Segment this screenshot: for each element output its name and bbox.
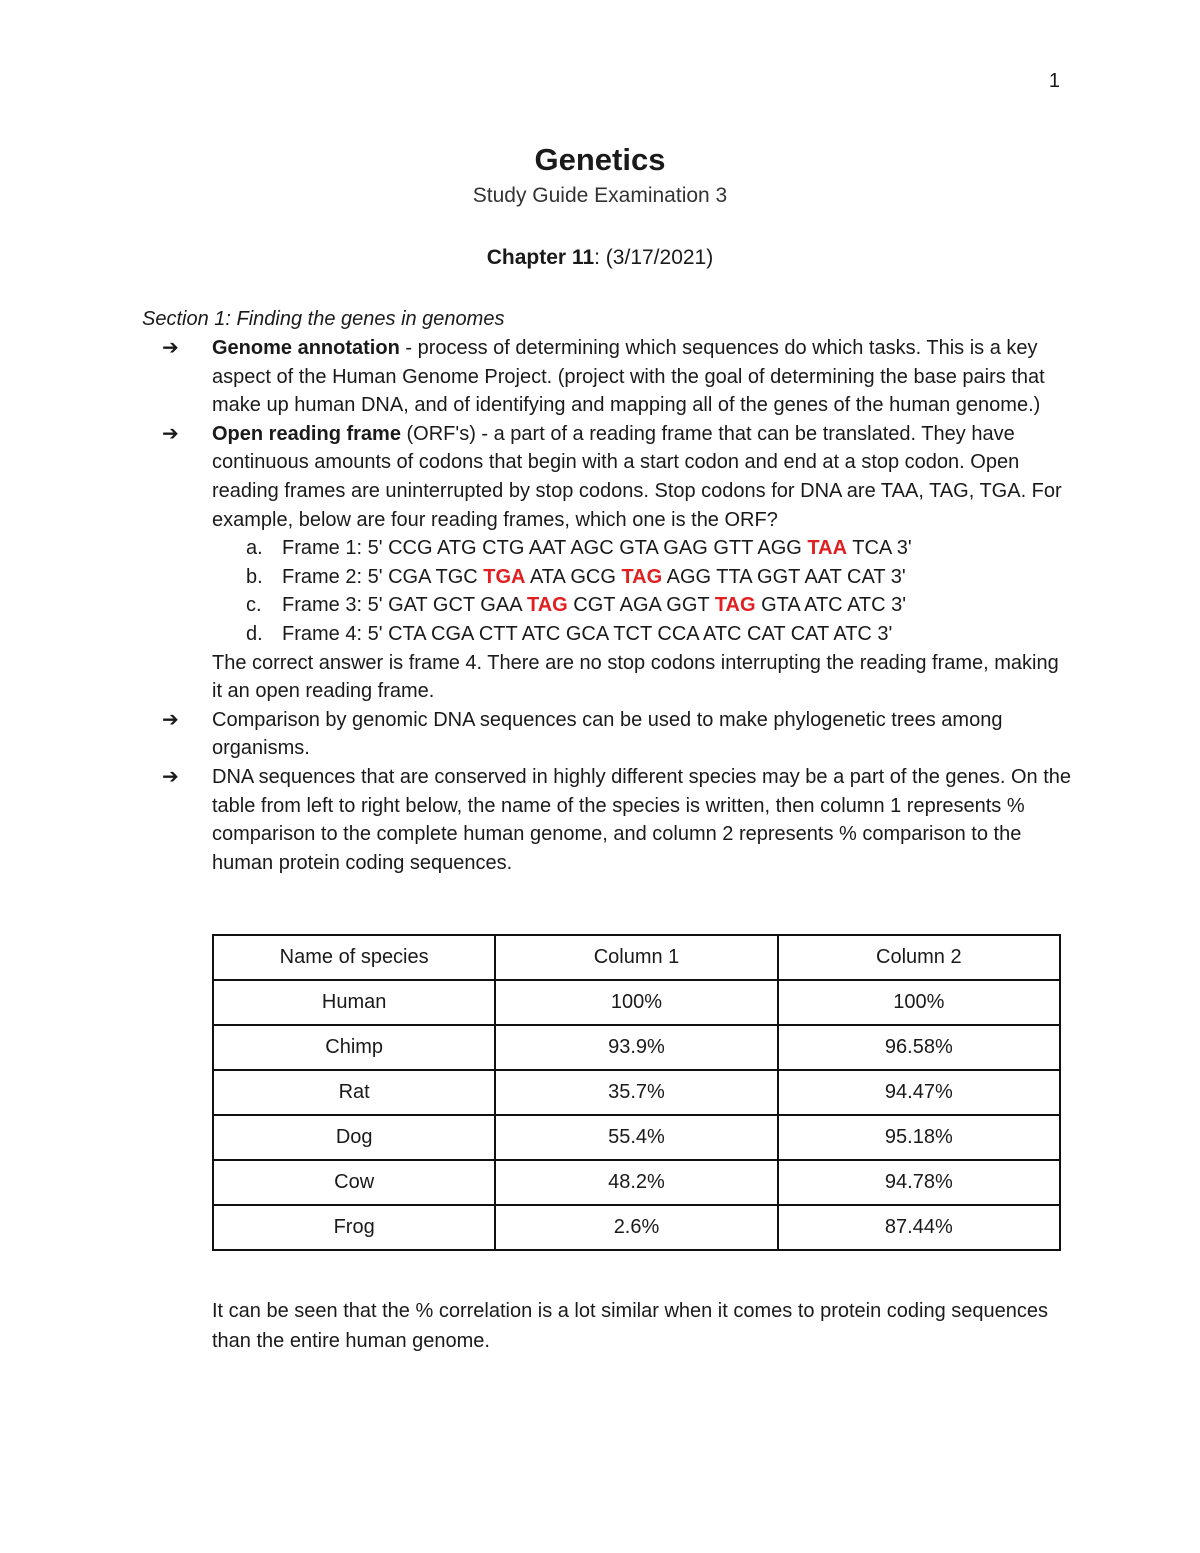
table-cell: 35.7% [495,1070,777,1115]
table-row [213,1205,1060,1250]
section-heading: Section 1: Finding the genes in genomes [142,308,505,330]
stop-codon: TAG [714,594,756,617]
table-header-cell: Name of species [213,935,495,980]
table-cell: Dog [213,1115,495,1160]
bullet-genome-annotation [142,334,1072,420]
reading-frames-list [142,534,1072,648]
bullet-phylogenetic [142,706,1072,763]
reading-frame-item [142,620,1072,649]
document-subtitle: Study Guide Examination 3 [472,184,728,207]
table-cell: 100% [778,980,1060,1025]
table-cell: 2.6% [495,1205,777,1250]
table-cell: 87.44% [778,1205,1060,1250]
frame-sequence-text: TCA 3' [847,537,912,560]
frame-sequence-text: Frame 3: 5' GAT GCT GAA [282,594,527,617]
arrow-bullet-icon: ➔ [162,708,179,731]
frame-sequence-text: Frame 4: 5' CTA CGA CTT ATC GCA TCT CCA ATC CAT CAT ATC 3' [282,622,893,645]
frame-sequence-text: CGT AGA GGT [567,594,715,617]
frame-sequence-text: AGG TTA GGT AAT CAT 3' [662,565,906,588]
frame-sequence-text: Frame 1: 5' CCG ATG CTG AAT AGC GTA GAG GTT AGG [282,537,808,560]
table-row [213,1160,1060,1205]
chapter-heading [0,246,1200,270]
answer-text: The correct answer is frame 4. There are no stop codons interrupting the reading frame, making it an open reading frame. [212,651,1059,703]
table-cell: Cow [213,1160,495,1205]
table-row [213,1115,1060,1160]
chapter-label: Chapter 11 [486,246,595,269]
species-comparison-table [212,934,1061,1251]
table-row [213,980,1060,1025]
frame-sequence-text: GTA ATC ATC 3' [755,594,907,617]
list-marker: a. [246,537,263,560]
bullet-text: Comparison by genomic DNA sequences can be used to make phylogenetic trees among organisms. [212,708,1003,760]
chapter-date: : (3/17/2021) [594,246,714,269]
term-open-reading-frame: Open reading frame [212,422,401,445]
stop-codon: TGA [483,565,526,588]
arrow-bullet-icon: ➔ [162,765,179,788]
bullet-text: (ORF's) - a part of a reading frame that can be translated. They have continuous amounts of codons that begin with a start codon and end at a stop codon. Open reading frames are uninterrupted by stop codons. Stop codons for DNA are TAA, TAG, TGA. For example, below are four reading frames, which one is the ORF? [212,422,1062,531]
table-cell: 100% [495,980,777,1025]
list-marker: d. [246,622,263,645]
reading-frame-item [142,591,1072,620]
table-header-cell: Column 2 [778,935,1060,980]
table-cell: 96.58% [778,1025,1060,1070]
table-row [213,1070,1060,1115]
reading-frame-item [142,534,1072,563]
table-cell: Chimp [213,1025,495,1070]
table-cell: 94.78% [778,1160,1060,1205]
reading-frame-item [142,563,1072,592]
term-genome-annotation: Genome annotation [212,337,400,359]
table-row [213,1025,1060,1070]
bullet-conserved-sequences [142,763,1072,877]
bullet-text: DNA sequences that are conserved in highly different species may be a part of the genes. On the table from left to right below, the name of the species is written, then column 1 represents % comparison to the complete human genome, and column 2 represents % comparison to the human protein coding sequences. [212,765,1072,874]
arrow-bullet-icon: ➔ [162,422,179,445]
frame-sequence-text: Frame 2: 5' CGA TGC [282,565,484,588]
page-number: 1 [1048,70,1060,92]
table-cell: Frog [213,1205,495,1250]
table-header-cell: Column 1 [495,935,777,980]
stop-codon: TAG [527,594,568,617]
table-cell: 94.47% [778,1070,1060,1115]
bullet-open-reading-frame [142,420,1072,534]
conclusion-text: It can be seen that the % correlation is a lot similar when it comes to protein coding sequences than the entire human genome. [212,1300,1049,1352]
table-cell: 95.18% [778,1115,1060,1160]
table-cell: 55.4% [495,1115,777,1160]
arrow-bullet-icon: ➔ [162,337,179,359]
table-cell: Human [213,980,495,1025]
document-title: Genetics [534,142,666,177]
stop-codon: TAA [807,537,848,560]
table-cell: 93.9% [495,1025,777,1070]
table-cell: 48.2% [495,1160,777,1205]
list-marker: c. [246,594,262,617]
frame-sequence-text: ATA GCG [525,565,622,588]
table-header-row [213,935,1060,980]
section-content [142,334,1072,877]
bullet-text: - process of determining which sequences do which tasks. This is a key aspect of the Human Genome Project. (project with the goal of determining the base pairs that make up human DNA, and of identifying and mapping all of the genes of the human genome.) [212,337,1045,417]
table-cell: Rat [213,1070,495,1115]
list-marker: b. [246,565,263,588]
stop-codon: TAG [621,565,663,588]
